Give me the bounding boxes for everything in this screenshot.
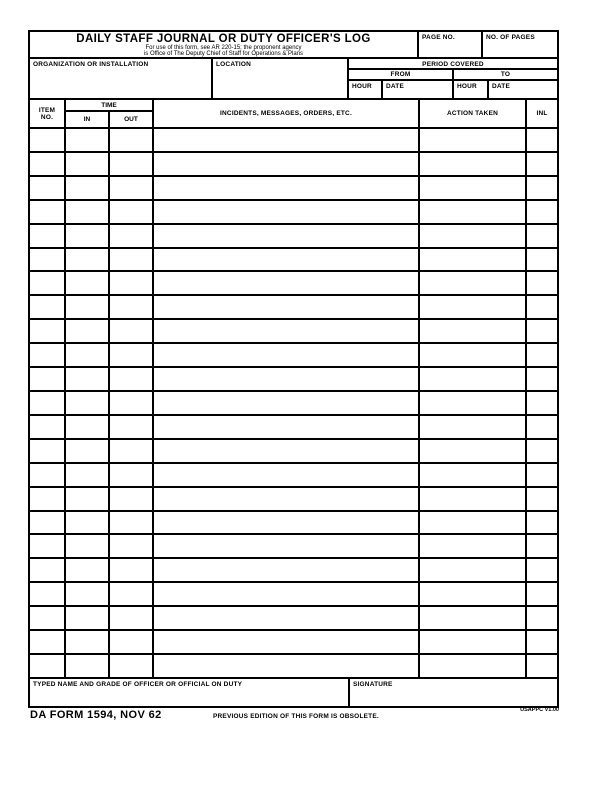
journal-row bbox=[30, 533, 557, 557]
location-field[interactable] bbox=[211, 59, 347, 98]
cell-item-no[interactable] bbox=[30, 464, 66, 486]
cell-action-taken[interactable] bbox=[420, 512, 527, 534]
location-label: LOCATION bbox=[216, 61, 252, 68]
cell-initials[interactable] bbox=[527, 344, 557, 366]
journal-row bbox=[30, 175, 557, 199]
journal-row bbox=[30, 557, 557, 581]
cell-time-out[interactable] bbox=[110, 368, 154, 390]
hour-date-row bbox=[349, 81, 557, 98]
cell-time-out[interactable] bbox=[110, 272, 154, 294]
cell-initials[interactable] bbox=[527, 320, 557, 342]
from-to-header bbox=[349, 70, 557, 81]
cell-action-taken[interactable] bbox=[420, 535, 527, 557]
cell-time-in[interactable] bbox=[66, 655, 110, 677]
cell-action-taken[interactable] bbox=[420, 344, 527, 366]
cell-item-no[interactable] bbox=[30, 488, 66, 510]
cell-time-out[interactable] bbox=[110, 153, 154, 175]
cell-incidents[interactable] bbox=[154, 320, 420, 342]
cell-time-in[interactable] bbox=[66, 177, 110, 199]
to-date-field[interactable] bbox=[489, 81, 557, 98]
cell-initials[interactable] bbox=[527, 368, 557, 390]
from-hour-field[interactable] bbox=[349, 81, 383, 98]
cell-time-in[interactable] bbox=[66, 249, 110, 271]
cell-time-out[interactable] bbox=[110, 440, 154, 462]
page-no-label: PAGE NO. bbox=[422, 34, 455, 41]
period-covered-header bbox=[349, 59, 557, 70]
cell-time-in[interactable] bbox=[66, 272, 110, 294]
cell-incidents[interactable] bbox=[154, 368, 420, 390]
cell-time-out[interactable] bbox=[110, 392, 154, 414]
cell-time-out[interactable] bbox=[110, 416, 154, 438]
cell-time-out[interactable] bbox=[110, 249, 154, 271]
journal-row bbox=[30, 294, 557, 318]
cell-time-in[interactable] bbox=[66, 225, 110, 247]
cell-item-no[interactable] bbox=[30, 655, 66, 677]
form-subtitle-line1: For use of this form, see AR 220-15; the proponent agency bbox=[145, 44, 302, 51]
time-label: TIME bbox=[66, 100, 152, 112]
cell-time-out[interactable] bbox=[110, 535, 154, 557]
cell-time-in[interactable] bbox=[66, 559, 110, 581]
cell-incidents[interactable] bbox=[154, 153, 420, 175]
from-header bbox=[349, 70, 454, 79]
cell-time-in[interactable] bbox=[66, 583, 110, 605]
page-no-field[interactable] bbox=[417, 32, 481, 57]
cell-action-taken[interactable] bbox=[420, 153, 527, 175]
cell-time-in[interactable] bbox=[66, 416, 110, 438]
cell-time-out[interactable] bbox=[110, 225, 154, 247]
cell-time-in[interactable] bbox=[66, 464, 110, 486]
cell-initials[interactable] bbox=[527, 655, 557, 677]
cell-initials[interactable] bbox=[527, 249, 557, 271]
typed-name-field[interactable] bbox=[30, 679, 350, 706]
item-no-label-line2: NO. bbox=[40, 113, 54, 121]
no-of-pages-label: NO. OF PAGES bbox=[486, 34, 535, 41]
cell-incidents[interactable] bbox=[154, 416, 420, 438]
cell-action-taken[interactable] bbox=[420, 416, 527, 438]
cell-item-no[interactable] bbox=[30, 177, 66, 199]
from-hour-label: HOUR bbox=[352, 83, 372, 90]
journal-row bbox=[30, 366, 557, 390]
cell-incidents[interactable] bbox=[154, 272, 420, 294]
cell-incidents[interactable] bbox=[154, 225, 420, 247]
cell-incidents[interactable] bbox=[154, 559, 420, 581]
cell-initials[interactable] bbox=[527, 416, 557, 438]
journal-row bbox=[30, 127, 557, 151]
cell-item-no[interactable] bbox=[30, 535, 66, 557]
period-covered-section bbox=[347, 59, 557, 98]
cell-time-in[interactable] bbox=[66, 296, 110, 318]
form-number: DA FORM 1594, NOV 62 bbox=[30, 709, 162, 721]
journal-row bbox=[30, 223, 557, 247]
cell-initials[interactable] bbox=[527, 392, 557, 414]
cell-time-out[interactable] bbox=[110, 631, 154, 653]
time-in-label: IN bbox=[66, 112, 110, 127]
cell-initials[interactable] bbox=[527, 272, 557, 294]
cell-item-no[interactable] bbox=[30, 631, 66, 653]
cell-action-taken[interactable] bbox=[420, 320, 527, 342]
cell-item-no[interactable] bbox=[30, 272, 66, 294]
cell-time-out[interactable] bbox=[110, 607, 154, 629]
cell-time-in[interactable] bbox=[66, 392, 110, 414]
cell-time-out[interactable] bbox=[110, 129, 154, 151]
cell-item-no[interactable] bbox=[30, 392, 66, 414]
cell-initials[interactable] bbox=[527, 177, 557, 199]
cell-action-taken[interactable] bbox=[420, 655, 527, 677]
to-label: TO bbox=[500, 71, 511, 78]
journal-row bbox=[30, 653, 557, 677]
action-taken-header: ACTION TAKEN bbox=[420, 100, 527, 127]
cell-initials[interactable] bbox=[527, 201, 557, 223]
cell-incidents[interactable] bbox=[154, 201, 420, 223]
cell-initials[interactable] bbox=[527, 464, 557, 486]
cell-incidents[interactable] bbox=[154, 464, 420, 486]
journal-row bbox=[30, 581, 557, 605]
cell-item-no[interactable] bbox=[30, 153, 66, 175]
cell-initials[interactable] bbox=[527, 129, 557, 151]
cell-item-no[interactable] bbox=[30, 320, 66, 342]
cell-item-no[interactable] bbox=[30, 440, 66, 462]
journal-row bbox=[30, 462, 557, 486]
cell-action-taken[interactable] bbox=[420, 296, 527, 318]
cell-item-no[interactable] bbox=[30, 583, 66, 605]
cell-item-no[interactable] bbox=[30, 416, 66, 438]
journal-row bbox=[30, 247, 557, 271]
journal-row bbox=[30, 270, 557, 294]
cell-action-taken[interactable] bbox=[420, 488, 527, 510]
cell-incidents[interactable] bbox=[154, 583, 420, 605]
journal-row bbox=[30, 510, 557, 534]
period-covered-label: PERIOD COVERED bbox=[422, 60, 484, 68]
from-date-field[interactable] bbox=[383, 81, 454, 98]
to-date-label: DATE bbox=[492, 83, 511, 90]
typed-name-label: TYPED NAME AND GRADE OF OFFICER OR OFFICIAL ON DUTY bbox=[33, 681, 243, 688]
cell-time-in[interactable] bbox=[66, 320, 110, 342]
cell-action-taken[interactable] bbox=[420, 464, 527, 486]
cell-initials[interactable] bbox=[527, 607, 557, 629]
cell-item-no[interactable] bbox=[30, 129, 66, 151]
cell-incidents[interactable] bbox=[154, 344, 420, 366]
cell-incidents[interactable] bbox=[154, 296, 420, 318]
cell-incidents[interactable] bbox=[154, 129, 420, 151]
to-hour-label: HOUR bbox=[457, 83, 477, 90]
cell-initials[interactable] bbox=[527, 488, 557, 510]
info-band bbox=[30, 59, 557, 100]
cell-action-taken[interactable] bbox=[420, 583, 527, 605]
cell-initials[interactable] bbox=[527, 225, 557, 247]
time-out-label: OUT bbox=[124, 116, 138, 123]
cell-time-out[interactable] bbox=[110, 464, 154, 486]
cell-action-taken[interactable] bbox=[420, 631, 527, 653]
cell-incidents[interactable] bbox=[154, 392, 420, 414]
cell-initials[interactable] bbox=[527, 535, 557, 557]
cell-item-no[interactable] bbox=[30, 225, 66, 247]
cell-initials[interactable] bbox=[527, 296, 557, 318]
journal-row bbox=[30, 414, 557, 438]
signature-field[interactable] bbox=[350, 679, 557, 706]
incidents-header: INCIDENTS, MESSAGES, ORDERS, ETC. bbox=[154, 100, 420, 127]
cell-incidents[interactable] bbox=[154, 631, 420, 653]
cell-action-taken[interactable] bbox=[420, 440, 527, 462]
time-in-out-header bbox=[66, 112, 152, 127]
form-subtitle-line2: is Office of The Deputy Chief of Staff for Operations & Plans bbox=[143, 51, 304, 57]
cell-incidents[interactable] bbox=[154, 607, 420, 629]
cell-initials[interactable] bbox=[527, 559, 557, 581]
cell-action-taken[interactable] bbox=[420, 129, 527, 151]
cell-incidents[interactable] bbox=[154, 177, 420, 199]
cell-time-out[interactable] bbox=[110, 344, 154, 366]
cell-action-taken[interactable] bbox=[420, 225, 527, 247]
cell-time-out[interactable] bbox=[110, 488, 154, 510]
journal-row bbox=[30, 390, 557, 414]
obsolete-note: PREVIOUS EDITION OF THIS FORM IS OBSOLETE. bbox=[213, 713, 379, 720]
time-header bbox=[66, 100, 154, 127]
cell-time-out[interactable] bbox=[110, 320, 154, 342]
cell-time-out[interactable] bbox=[110, 201, 154, 223]
cell-time-out[interactable] bbox=[110, 177, 154, 199]
item-no-header bbox=[30, 100, 66, 127]
cell-time-out[interactable] bbox=[110, 583, 154, 605]
from-label: FROM bbox=[390, 71, 411, 78]
item-no-label-line1: ITEM bbox=[38, 106, 56, 114]
cell-time-in[interactable] bbox=[66, 512, 110, 534]
from-date-label: DATE bbox=[386, 83, 405, 90]
cell-item-no[interactable] bbox=[30, 344, 66, 366]
initials-header: INL bbox=[536, 110, 548, 117]
cell-incidents[interactable] bbox=[154, 440, 420, 462]
title-cell bbox=[30, 32, 417, 57]
signature-band bbox=[30, 677, 557, 706]
cell-action-taken[interactable] bbox=[420, 607, 527, 629]
signature-label: SIGNATURE bbox=[353, 681, 393, 688]
cell-time-in[interactable] bbox=[66, 153, 110, 175]
cell-time-out[interactable] bbox=[110, 559, 154, 581]
cell-action-taken[interactable] bbox=[420, 201, 527, 223]
form-title: DAILY STAFF JOURNAL OR DUTY OFFICER'S LOG bbox=[76, 32, 371, 45]
cell-time-out[interactable] bbox=[110, 655, 154, 677]
journal-rows bbox=[30, 127, 557, 677]
cell-item-no[interactable] bbox=[30, 512, 66, 534]
cell-time-in[interactable] bbox=[66, 607, 110, 629]
cell-action-taken[interactable] bbox=[420, 559, 527, 581]
cell-time-out[interactable] bbox=[110, 296, 154, 318]
journal-row bbox=[30, 151, 557, 175]
cell-action-taken[interactable] bbox=[420, 368, 527, 390]
cell-time-out[interactable] bbox=[110, 512, 154, 534]
cell-action-taken[interactable] bbox=[420, 249, 527, 271]
journal-row bbox=[30, 342, 557, 366]
cell-action-taken[interactable] bbox=[420, 177, 527, 199]
cell-incidents[interactable] bbox=[154, 488, 420, 510]
organization-label: ORGANIZATION OR INSTALLATION bbox=[33, 61, 149, 68]
table-header bbox=[30, 100, 557, 127]
cell-time-in[interactable] bbox=[66, 344, 110, 366]
cell-incidents[interactable] bbox=[154, 512, 420, 534]
cell-initials[interactable] bbox=[527, 153, 557, 175]
cell-time-in[interactable] bbox=[66, 488, 110, 510]
cell-time-in[interactable] bbox=[66, 368, 110, 390]
da-form-1594 bbox=[28, 30, 559, 708]
cell-time-in[interactable] bbox=[66, 129, 110, 151]
title-band bbox=[30, 32, 557, 59]
cell-action-taken[interactable] bbox=[420, 272, 527, 294]
journal-row bbox=[30, 605, 557, 629]
cell-item-no[interactable] bbox=[30, 368, 66, 390]
cell-time-in[interactable] bbox=[66, 535, 110, 557]
cell-initials[interactable] bbox=[527, 583, 557, 605]
cell-incidents[interactable] bbox=[154, 535, 420, 557]
organization-field[interactable] bbox=[30, 59, 211, 98]
cell-initials[interactable] bbox=[527, 440, 557, 462]
cell-item-no[interactable] bbox=[30, 201, 66, 223]
cell-item-no[interactable] bbox=[30, 249, 66, 271]
cell-action-taken[interactable] bbox=[420, 392, 527, 414]
version-note: USAPPC V1.00 bbox=[520, 707, 559, 713]
to-header bbox=[454, 70, 557, 79]
cell-incidents[interactable] bbox=[154, 655, 420, 677]
cell-time-in[interactable] bbox=[66, 440, 110, 462]
cell-item-no[interactable] bbox=[30, 607, 66, 629]
cell-initials[interactable] bbox=[527, 631, 557, 653]
journal-row bbox=[30, 486, 557, 510]
journal-row bbox=[30, 199, 557, 223]
journal-row bbox=[30, 318, 557, 342]
cell-initials[interactable] bbox=[527, 512, 557, 534]
cell-time-in[interactable] bbox=[66, 201, 110, 223]
journal-row bbox=[30, 629, 557, 653]
no-of-pages-field[interactable] bbox=[481, 32, 557, 57]
cell-incidents[interactable] bbox=[154, 249, 420, 271]
to-hour-field[interactable] bbox=[454, 81, 489, 98]
cell-item-no[interactable] bbox=[30, 296, 66, 318]
cell-time-in[interactable] bbox=[66, 631, 110, 653]
cell-item-no[interactable] bbox=[30, 559, 66, 581]
journal-row bbox=[30, 438, 557, 462]
